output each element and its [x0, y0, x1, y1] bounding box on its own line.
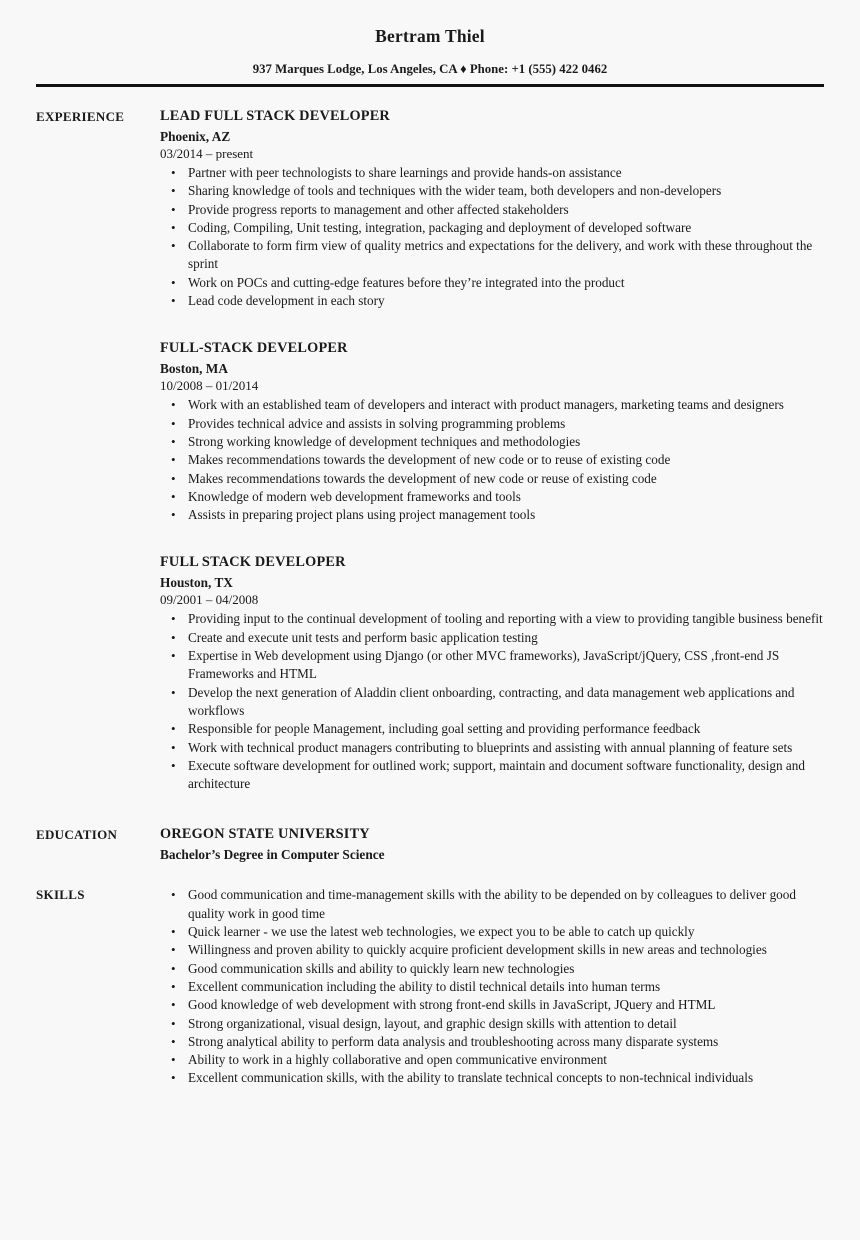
- skill-bullet: • Quick learner - we use the latest web technologies, we expect you to be able to catch up quickly: [168, 923, 824, 941]
- job-bullet: • Responsible for people Management, including goal setting and providing performance feedback: [168, 720, 824, 738]
- job-bullet: • Sharing knowledge of tools and techniques with the wider team, both developers and non-developers: [168, 182, 824, 200]
- job-title: FULL STACK DEVELOPER: [160, 554, 346, 571]
- job-dates: 09/2001 – 04/2008: [160, 592, 259, 608]
- job-bullet: • Work with technical product managers contributing to blueprints and assisting with annual planning of feature sets: [168, 739, 824, 757]
- job-entry: [160, 554, 824, 793]
- job-bullet: • Provides technical advice and assists in solving programming problems: [168, 415, 824, 433]
- education-entry: [160, 826, 824, 863]
- job-bullet-list: [160, 396, 824, 524]
- job-bullet: • Expertise in Web development using Django (or other MVC frameworks), JavaScript/jQuery, CSS ,front-end JS Frameworks and HTML: [168, 647, 824, 684]
- job-location: Houston, TX: [160, 575, 233, 591]
- job-dates: 03/2014 – present: [160, 146, 254, 161]
- skill-bullet: • Ability to work in a highly collaborative and open communicative environment: [168, 1051, 824, 1069]
- job-bullet: • Makes recommendations towards the development of new code or to reuse of existing code: [168, 451, 824, 469]
- section-label-education: EDUCATION: [36, 827, 118, 843]
- job-bullet: • Lead code development in each story: [168, 292, 824, 310]
- job-entry: [160, 108, 824, 310]
- job-title: FULL-STACK DEVELOPER: [160, 340, 348, 357]
- job-bullet: • Partner with peer technologists to share learnings and provide hands-on assistance: [168, 164, 824, 182]
- education-degree: Bachelor’s Degree in Computer Science: [160, 847, 385, 863]
- skill-bullet: • Strong organizational, visual design, layout, and graphic design skills with attention to detail: [168, 1015, 824, 1033]
- job-location: Phoenix, AZ: [160, 129, 231, 144]
- skill-bullet: • Good communication and time-management skills with the ability to be depended on by colleagues to deliver good quality work in good time: [168, 886, 824, 923]
- job-bullet: • Knowledge of modern web development frameworks and tools: [168, 488, 824, 506]
- job-bullet: • Provide progress reports to management and other affected stakeholders: [168, 201, 824, 219]
- skills-list: [160, 886, 824, 1087]
- job-dates: 10/2008 – 01/2014: [160, 378, 259, 394]
- experience-jobs: [160, 108, 824, 793]
- job-bullet: • Providing input to the continual development of tooling and reporting with a view to providing tangible business benefit: [168, 610, 824, 628]
- job-bullet: • Strong working knowledge of development techniques and methodologies: [168, 433, 824, 451]
- job-bullet: • Assists in preparing project plans using project management tools: [168, 506, 824, 524]
- skills-section: [36, 886, 824, 1087]
- job-entry: [160, 340, 824, 524]
- section-label-skills: SKILLS: [36, 887, 85, 903]
- skill-bullet: • Strong analytical ability to perform data analysis and troubleshooting across many disparate systems: [168, 1033, 824, 1051]
- job-bullet: • Makes recommendations towards the development of new code or reuse of existing code: [168, 470, 824, 488]
- job-bullet-list: [160, 164, 824, 310]
- skill-bullet: • Willingness and proven ability to quickly acquire proficient development skills in new areas and technologies: [168, 941, 824, 959]
- job-bullet: • Develop the next generation of Aladdin client onboarding, contracting, and data management web applications and workflows: [168, 684, 824, 721]
- resume-name: Bertram Thiel: [375, 26, 485, 46]
- job-bullet: • Work on POCs and cutting-edge features before they’re integrated into the product: [168, 274, 824, 292]
- job-bullet: • Collaborate to form firm view of quality metrics and expectations for the delivery, and work with these throughout the sprint: [168, 237, 824, 274]
- job-bullet: • Create and execute unit tests and perform basic application testing: [168, 629, 824, 647]
- resume-header: [36, 26, 824, 87]
- contact-line: 937 Marques Lodge, Los Angeles, CA ♦ Phone: +1 (555) 422 0462: [252, 62, 608, 76]
- job-bullet: • Execute software development for outlined work; support, maintain and document software functionality, design and architecture: [168, 757, 824, 794]
- experience-section: [36, 108, 824, 793]
- job-title: LEAD FULL STACK DEVELOPER: [160, 108, 390, 124]
- skill-bullet: • Excellent communication skills, with the ability to translate technical concepts to non-technical individuals: [168, 1069, 824, 1087]
- education-school: OREGON STATE UNIVERSITY: [160, 826, 370, 843]
- header-divider: [36, 84, 824, 87]
- section-label-experience: EXPERIENCE: [36, 109, 125, 124]
- job-bullet: • Coding, Compiling, Unit testing, integration, packaging and deployment of developed software: [168, 219, 824, 237]
- skill-bullet: • Good communication skills and ability to quickly learn new technologies: [168, 960, 824, 978]
- job-bullet: • Work with an established team of developers and interact with product managers, marketing teams and designers: [168, 396, 824, 414]
- skill-bullet: • Good knowledge of web development with strong front-end skills in JavaScript, JQuery and HTML: [168, 996, 824, 1014]
- skill-bullet: • Excellent communication including the ability to distil technical details into human terms: [168, 978, 824, 996]
- education-section: [36, 826, 824, 863]
- job-location: Boston, MA: [160, 361, 228, 377]
- job-bullet-list: [160, 610, 824, 793]
